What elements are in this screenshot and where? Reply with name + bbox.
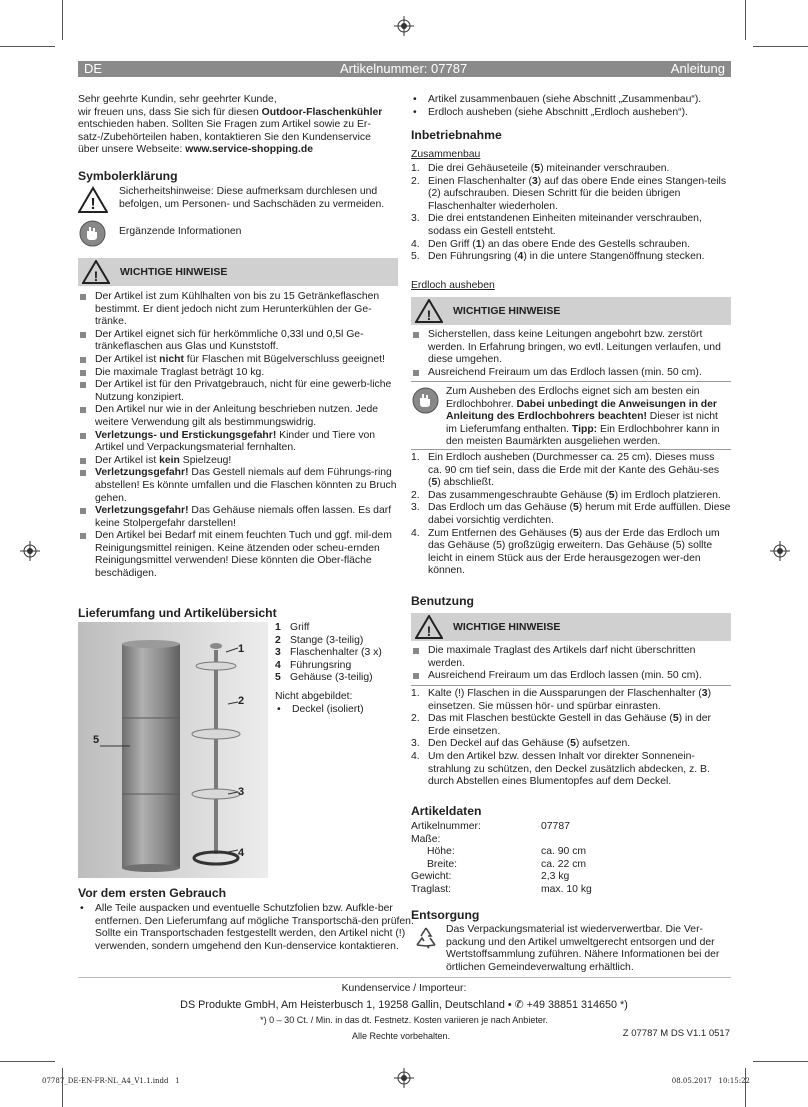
crop-mark [0,46,55,47]
crop-mark [745,0,746,40]
first-use-text: • Alle Teile auspacken und eventuelle Schutzfolien bzw. Aufkle-ber entfernen. Den Lieferumfang auf mögliche Transportschä-den prüfen. Sollte ein Transportschaden festgestellt werden, den Artikel nicht (!) verwenden, sondern umgehend den Kun-denservice kontaktieren. [78,903,415,953]
intro: Sehr geehrte Kundin, sehr geehrter Kunde, wir freuen uns, dass Sie sich für diesen Outdoor-Flaschenkühler entschieden haben. Sollten Sie Fragen zum Artikel sowie zu Er- satz-/Zubehörteilen haben, kontaktieren Sie den Kundenservice über unsere Webseite: www.service-shopping.de [78,94,398,157]
list-item: 1. Ein Erdloch ausheben (Durchmesser ca. 25 cm). Dieses muss ca. 90 cm tief sein, dass die Erde mit der Kante des Gehäu-ses (5) abschließt. [411,452,720,489]
list-item: 3. Das Erdloch um das Gehäuse (5) herum mit Erde auffüllen. Diese dabei vorsichtig verdichten. [411,502,731,526]
callout-1: 1 [238,643,245,655]
document-code: Z 07787 M DS V1.1 0517 [622,1028,730,1039]
callout-5: 5 [93,734,100,746]
list-item: 3 Flaschenhalter (3 x) [275,647,382,659]
list-item: 1 Griff [275,622,310,633]
commissioning-heading: Inbetriebnahme [411,128,502,142]
website-link[interactable]: www.service-shopping.de [185,144,314,156]
list-item: • Erdloch ausheben (siehe Abschnitt „Erdloch ausheben“). [411,107,731,120]
list-item: 1. Kalte (!) Flaschen in die Aussparungen der Flaschenhalter (3) einsetzen. Sie müssen hör- und spürbar einrasten. [411,688,712,712]
list-item: Ausreichend Freiraum um das Erdloch lassen (min. 50 cm). [411,670,731,683]
warning-triangle-icon [78,186,108,214]
table-row: Traglast: max. 10 kg [411,883,592,895]
language-code: DE [84,61,103,76]
usage-heading: Benutzung [411,594,474,608]
list-item: 4. Den Griff (1) an das obere Ende des Gestells schrauben. [411,238,691,250]
crop-mark [753,46,808,47]
svg-text:!: ! [426,623,432,639]
list-item: 2. Einen Flaschenhalter (3) auf das obere Ende eines Stangen-teils (2) aufschrauben. Diesen Schritt für die beiden übrigen Flaschenhalter wiederholen. [411,175,727,212]
table-row: Artikelnummer: 07787 [411,821,570,832]
list-item: • Deckel (isoliert) [275,704,400,717]
divider [411,381,731,382]
table-row: Maße: [411,833,441,845]
rights-note: Alle Rechte vorbehalten. [352,1031,451,1041]
tip-text: Zum Ausheben des Erdlochs eignet sich am besten ein Erdlochbohrer. Dabei unbedingt die Anweisungen in der Anleitung des Erdlochbohrers beachten! Dieser ist nicht im Lieferumfang enthalten. Tipp: Ein Erdlochbohrer kann in den meisten Baumärkten ausgeliehen werden. [446,386,720,448]
list-item: Die maximale Traglast des Artikels darf nicht überschritten werden. [411,645,731,670]
specs-heading: Artikeldaten [411,804,482,818]
callout-3: 3 [238,786,245,798]
list-item: Verletzungsgefahr! Das Gestell niemals auf dem Führungs-ring abstellen! Es könnte umfallen und die Flaschen könnten zu Bruch gehen. [78,467,398,505]
list-item: Die maximale Traglast beträgt 10 kg. [78,367,398,380]
list-item: Der Artikel ist zum Kühlhalten von bis zu 15 Getränkeflaschen bestimmt. Er dient jedoch nicht zum Herunterkühlen der Ge-tränke. [78,291,398,329]
warning-list [411,645,731,683]
warning-triangle-icon [415,615,443,639]
scope-heading: Lieferumfang und Artikelübersicht [78,606,277,620]
table-row: Höhe: ca. 90 cm [427,846,587,858]
crop-mark [0,1061,55,1062]
parts-list [275,622,400,716]
list-item: Den Artikel nur wie in der Anleitung beschrieben nutzen. Jede weitere Verwendung gilt als bestimmungswidrig. [78,404,398,429]
document-title: Anleitung [670,61,725,76]
callout-4: 4 [238,847,245,859]
first-use-heading: Vor dem ersten Gebrauch [78,886,227,900]
svg-text:!: ! [93,268,99,284]
list-item: Der Artikel ist kein Spielzeug! [78,455,398,468]
warning-box-header [411,613,731,641]
list-item: Der Artikel ist für den Privatgebrauch, nicht für eine gewerb-liche Nutzung konzipiert. [78,379,398,404]
warning-box-header [411,297,731,325]
svg-text:!: ! [90,196,96,213]
header-banner [78,61,731,77]
disposal-heading: Entsorgung [411,908,480,922]
list-item: 3. Den Deckel auf das Gehäuse (5) aufsetzen. [411,738,631,750]
service-label: Kundenservice / Importeur: [341,983,467,994]
warning-title: WICHTIGE HINWEISE [120,266,228,278]
disposal-text: Das Verpackungsmaterial ist wiederverwertbar. Die Ver-packung und den Artikel umweltgerecht entsorgen und der Wertstoffsammlung zuführen. Nähere Informationen bei der örtlichen Gemeindeverwaltung erhältlich. [446,924,720,973]
article-number: Artikelnummer: 07787 [340,61,468,76]
cost-note: *) 0 – 30 Ct. / Min. in das dt. Festnetz. Kosten variieren je nach Anbieter. [260,1015,548,1025]
registration-mark-icon [394,16,414,36]
list-item: 2. Das mit Flaschen bestückte Gestell in das Gehäuse (5) in der Erde einsetzen. [411,713,711,737]
greeting: Sehr geehrte Kundin, sehr geehrter Kunde, [78,94,277,105]
list-item: Verletzungs- und Erstickungsgefahr! Kinder und Tiere von Artikel und Verpackungsmaterial fernhalten. [78,430,398,455]
divider [78,977,731,978]
list-item: 5 Gehäuse (3-teilig) [275,672,373,684]
svg-text:!: ! [426,307,432,323]
crop-mark [753,1061,808,1062]
info-symbol-text: Ergänzende Informationen [119,226,242,237]
file-name: 07787_DE-EN-FR-NL_A4_V1.1.indd 1 [42,1077,180,1085]
earth-hole-steps [411,452,731,578]
assembly-steps [411,163,731,264]
list-item: 4 Führungsring [275,659,352,671]
registration-mark-icon [770,541,790,561]
specs-table [411,821,592,897]
divider [411,449,731,450]
file-date: 08.05.2017 10:15:22 [671,1077,750,1085]
list-item: 4. Zum Entfernen des Gehäuses (5) aus der Erde das Erdloch um das Gehäuse (5) großzügig erweitern. Das Gehäuse (5) sollte leicht in einem Stück aus der Erde herausgezogen wer-den können. [411,527,720,577]
registration-mark-icon [20,541,40,561]
divider [411,685,731,686]
list-item: 2. Das zusammengeschraubte Gehäuse (5) im Erdloch platzieren. [411,489,721,501]
intro-bullets [411,94,731,119]
warning-list [78,291,398,581]
list-item: 2 Stange (3-teilig) [275,634,364,646]
list-item: Den Artikel bei Bedarf mit einem feuchten Tuch und ggf. mil-dem Reinigungsmittel reinigen. Keine ätzenden oder scheu-ernden Reinigungsmittel verwenden! Diese könnten die Ober-fläche beschädigen. [78,530,398,580]
warning-title: WICHTIGE HINWEISE [453,305,561,317]
product-illustration [78,622,268,878]
earth-hole-subheading: Erdloch ausheben [411,280,495,291]
usage-steps [411,688,731,789]
list-item: Der Artikel ist nicht für Flaschen mit Bügelverschluss geeignet! [78,354,398,367]
list-item: Sicherstellen, dass keine Leitungen angebohrt bzw. zerstört werden. In Erfahrung bringen, wo evtl. Leitungen verlaufen, und diese umgehen. [411,329,731,367]
list-item: Verletzungsgefahr! Das Gehäuse niemals offen lassen. Es darf keine Stolpergefahr darstellen! [78,505,398,530]
assembly-subheading: Zusammenbau [411,149,481,160]
recycling-icon [413,925,439,951]
callout-2: 2 [238,695,245,707]
registration-mark-icon [394,1068,414,1088]
info-hand-icon [79,220,106,247]
warning-title: WICHTIGE HINWEISE [453,621,561,633]
warning-list [411,329,731,379]
symbols-heading: Symbolerklärung [78,169,178,183]
not-shown-label: Nicht abgebildet: [275,690,353,702]
info-hand-icon [412,387,439,414]
safety-symbol-text: Sicherheitshinweise: Diese aufmerksam durchlesen und befolgen, um Personen- und Sachschäden zu vermeiden. [119,186,385,210]
list-item: 4. Um den Artikel bzw. dessen Inhalt vor direkter Sonnenein-strahlung zu schützen, den Deckel zusätzlich abdecken, z. B. durch Abstellen eines Blumentopfes auf dem Deckel. [411,750,710,788]
crop-mark [62,0,63,40]
table-row: Gewicht: 2,3 kg [411,871,570,883]
list-item: • Artikel zusammenbauen (siehe Abschnitt „Zusammenbau“). [411,94,731,107]
company-address: DS Produkte GmbH, Am Heisterbusch 1, 19258 Gallin, Deutschland • ✆ +49 38851 314650 *) [180,999,628,1011]
warning-box-header [78,258,398,286]
warning-triangle-icon [415,299,443,323]
list-item: Ausreichend Freiraum um das Erdloch lassen (min. 50 cm). [411,367,731,380]
list-item: 3. Die drei entstandenen Einheiten miteinander verschrauben, sodass ein Gestell entsteht. [411,213,702,237]
list-item: Der Artikel eignet sich für herkömmliche 0,33l und 0,5l Ge-tränkeflaschen aus Glas und Kunststoff. [78,329,398,354]
list-item: 1. Die drei Gehäuseteile (5) miteinander verschrauben. [411,163,670,174]
list-item: 5. Den Führungsring (4) in die untere Stangenöffnung stecken. [411,251,705,263]
warning-triangle-icon [82,260,110,284]
table-row: Breite: ca. 22 cm [427,858,587,870]
